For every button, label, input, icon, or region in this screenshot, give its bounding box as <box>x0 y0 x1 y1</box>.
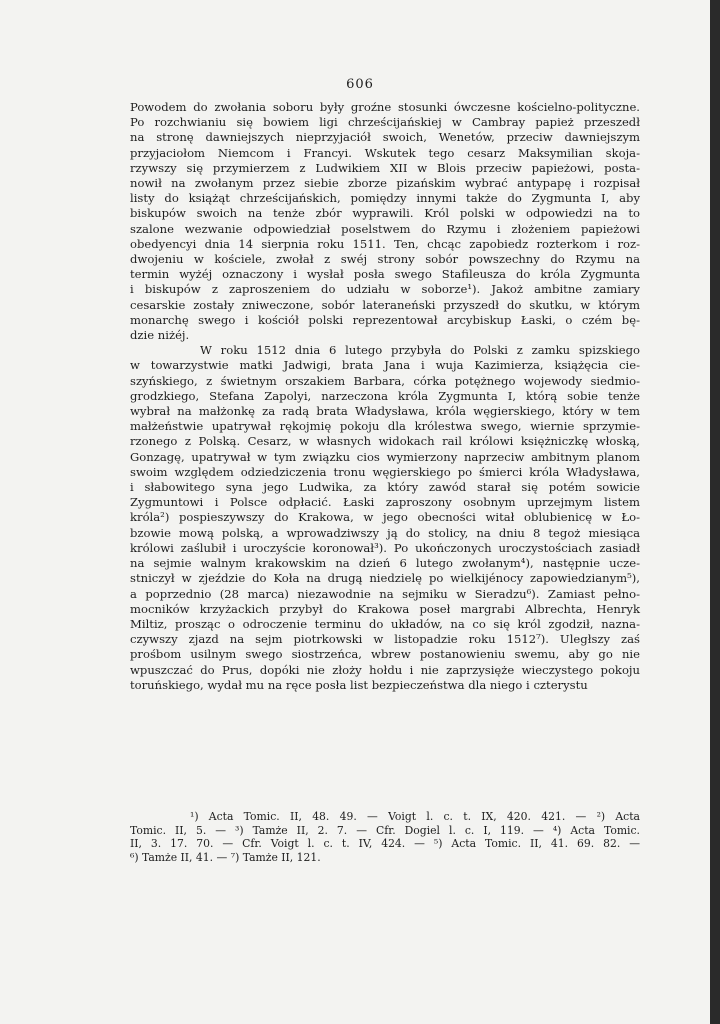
text-line: królowi zaślubił i uroczyście koronował³). Po ukończonych uroczystościach zasiadł <box>130 540 640 555</box>
text-line: Powodem do zwołania soboru były groźne stosunki ówczesne kościelno-polityczne. <box>130 100 640 114</box>
text-line: a poprzednio (28 marca) niezawodnie na sejmiku w Sieradzu⁶). Zamiast pełno- <box>130 586 640 601</box>
text-line: króla²) pospieszywszy do Krakowa, w jego obecności witał oblubienicę w Ło- <box>130 510 640 525</box>
text-line: Miltiz, prosząc o odroczenie terminu do układów, na co się król zgodził, nazna- <box>130 616 640 631</box>
text-line: i biskupów z zaproszeniem do udziału w soborze¹). Jakoż ambitne zamiary <box>130 282 640 297</box>
footnote-line: II, 3. 17. 70. — Cfr. Voigt l. c. t. IV, 424. — ⁵) Acta Tomic. II, 41. 69. 82. — <box>130 837 640 850</box>
paragraph-2 <box>130 343 640 693</box>
page-edge-shadow <box>710 0 720 1024</box>
text-line: wybrał na małżonkę za radą brata Władysława, króla węgierskiego, który w tem <box>130 404 640 419</box>
text-line: szyńskiego, z świetnym orszakiem Barbara, córka potężnego wojewody siedmio- <box>130 373 640 388</box>
text-line: listy do książąt chrześcijańskich, pomiędzy innymi także do Zygmunta I, aby <box>130 191 640 206</box>
text-line: w towarzystwie matki Jadwigi, brata Jana i wuja Kazimierza, książęcia cie- <box>130 358 640 373</box>
text-line: mocników krzyżackich przybył do Krakowa poseł margrabi Albrechta, Henryk <box>130 601 640 616</box>
page-number: 606 <box>346 77 374 92</box>
text-line: monarchę swego i kościół polski reprezentował arcybiskup Łaski, o czém bę- <box>130 312 640 327</box>
text-line: na stronę dawniejszych nieprzyjaciół swoich, Wenetów, przeciw dawniejszym <box>130 130 640 145</box>
text-line: grodzkiego, Stefana Zapolyi, narzeczona króla Zygmunta I, którą sobie tenże <box>130 388 640 403</box>
text-line: rzywszy się przymierzem z Ludwikiem XII w Blois przeciw papieżowi, posta- <box>130 160 640 175</box>
text-line: dzie niżéj. <box>130 328 190 343</box>
footnote-line: Tomic. II, 5. — ³) Tamże II, 2. 7. — Cfr. Dogiel l. c. I, 119. — ⁴) Acta Tomic. <box>130 823 640 837</box>
text-line: W roku 1512 dnia 6 lutego przybyła do Polski z zamku spizskiego <box>200 343 640 358</box>
text-line: termin wyżéj oznaczony i wysłał posła swego Stafileusza do króla Zygmunta <box>130 267 640 282</box>
footnotes <box>130 810 640 864</box>
text-line: na sejmie walnym krakowskim na dzień 6 lutego zwołanym⁴), następnie ucze- <box>130 556 640 571</box>
text-line: Zygmuntowi i Polsce odpłacić. Łaski zaproszony osobnym uprzejmym listem <box>130 495 640 510</box>
text-line: rzonego z Polską. Cesarz, w własnych widokach rail królowi księżniczkę włoską, <box>130 434 640 449</box>
text-line: prośbom usilnym swego siostrzeńca, wbrew postanowieniu swemu, aby go nie <box>130 647 640 662</box>
text-line: czywszy zjazd na sejm piotrkowski w listopadzie roku 1512⁷). Uległszy zaś <box>130 632 640 647</box>
text-line: przyjaciołom Niemcom i Francyi. Wskutek tego cesarz Maksymilian skoja- <box>130 145 640 160</box>
text-line: obedyencyi dnia 14 sierpnia roku 1511. Ten, chcąc zapobiedz rozterkom i roz- <box>130 236 640 251</box>
text-line: stniczył w zjeździe do Koła na drugą niedzielę po wielkijénocy zapowiedzianym⁵), <box>130 571 640 586</box>
text-line: bzowie mową polską, a wprowadziwszy ją do stolicy, na dniu 8 tegoż miesiąca <box>130 525 640 540</box>
text-line: biskupów swoich na tenże zbór wyprawili. Król polski w odpowiedzi na to <box>130 206 640 221</box>
text-line: Po rozchwianiu się bowiem ligi chrześcijańskiej w Cambray papież przeszedł <box>130 115 640 130</box>
text-line: cesarskie zostały zniweczone, sobór lateraneński przyszedł do skutku, w którym <box>130 297 640 312</box>
text-line: szalone wezwanie odpowiedział poselstwem do Rzymu i złożeniem papieżowi <box>130 221 640 236</box>
footnote-line: ⁶) Tamże II, 41. — ⁷) Tamże II, 121. <box>130 850 321 864</box>
text-line: swoim względem odziedziczenia tronu węgierskiego po śmierci króla Władysława, <box>130 464 640 479</box>
text-line: nowił na zwołanym przez siebie zborze pizańskim wybrać antypapę i rozpisał <box>130 176 640 191</box>
text-line: dwojeniu w kościele, zwołał z swéj strony sobór powszechny do Rzymu na <box>130 252 640 267</box>
body-text <box>130 100 640 693</box>
text-line: wpuszczać do Prus, dopóki nie złoży hołdu i nie zaprzysięże wieczystego pokoju <box>130 662 640 677</box>
text-line: małżeństwie upatrywał rękojmię pokoju dla królestwa swego, wiernie sprzymie- <box>130 419 640 434</box>
footnote-line: ¹) Acta Tomic. II, 48. 49. — Voigt l. c. t. IX, 420. 421. — ²) Acta <box>190 810 640 823</box>
text-line: Gonzagę, upatrywał w tym związku cios wymierzony naprzeciw ambitnym planom <box>130 449 640 464</box>
text-line: i słabowitego syna jego Ludwika, za który zawód starał się potém sowicie <box>130 480 640 495</box>
paragraph-1 <box>130 100 640 343</box>
text-line: toruńskiego, wydał mu na ręce posła list bezpieczeństwa dla niego i czterystu <box>130 677 588 692</box>
